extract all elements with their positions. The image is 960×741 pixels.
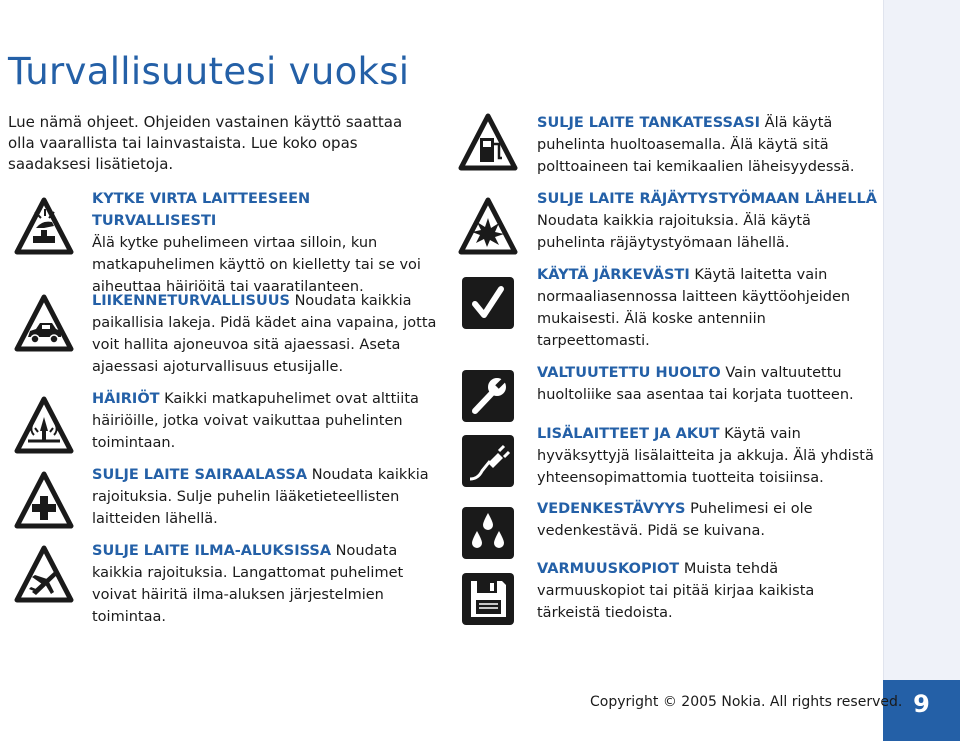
- safety-item: [92, 540, 437, 628]
- safety-item-text: Noudata kaikkia rajoituksia. Langattomat puhelimet voivat häiritä ilma-aluksen järjestelmien toimintaa.: [92, 543, 404, 625]
- safety-item-text: Käytä laitetta vain normaaliasennossa laitteen käyttöohjeiden mukaisesti. Älä koske antenniin tarpeettomasti.: [537, 267, 851, 349]
- safety-item: [537, 112, 877, 178]
- page-title: Turvallisuutesi vuoksi: [8, 50, 410, 93]
- safety-item: [92, 188, 437, 298]
- medical-cross-icon: [14, 470, 74, 532]
- safety-item-heading: HÄIRIÖT: [92, 391, 160, 407]
- safety-item-heading: KYTKE VIRTA LAITTEESEEN TURVALLISESTI: [92, 191, 311, 229]
- safety-item-heading: SULJE LAITE SAIRAALASSA: [92, 467, 308, 483]
- water-drops-icon: [460, 505, 516, 561]
- safety-item-text: Noudata kaikkia paikallisia lakeja. Pidä kädet aina vapaina, jotta voit hallita ajoneuvoa sitä ajaessasi. Aseta ajaessasi ajoturvallisuus etusijalle.: [92, 293, 437, 375]
- safety-item-text: Älä käytä puhelinta huoltoasemalla. Älä käytä sitä polttoaineen tai kemikaalien läheisyydessä.: [537, 115, 855, 175]
- safety-item-heading: SULJE LAITE ILMA-ALUKSISSA: [92, 543, 332, 559]
- safety-item-text: Älä kytke puhelimeen virtaa silloin, kun matkapuhelimen käyttö on kielletty tai se voi aiheuttaa häiriöitä tai vaaratilanteen.: [92, 235, 421, 295]
- right-sidebar-band: [883, 0, 960, 741]
- safety-item-heading: LISÄLAITTEET JA AKUT: [537, 426, 720, 442]
- car-icon: [14, 293, 74, 355]
- floppy-disk-icon: [460, 571, 516, 627]
- safety-item: [537, 362, 877, 406]
- safety-item-heading: KÄYTÄ JÄRKEVÄSTI: [537, 267, 690, 283]
- safety-item-text: Muista tehdä varmuuskopiot tai pitää kirjaa kaikista tärkeistä tiedoista.: [537, 561, 815, 621]
- safety-item-heading: VALTUUTETTU HUOLTO: [537, 365, 721, 381]
- safety-item: [537, 558, 877, 624]
- wrench-icon: [460, 368, 516, 424]
- safety-item-heading: VARMUUSKOPIOT: [537, 561, 680, 577]
- safety-item: [537, 188, 877, 254]
- plug-cable-icon: [460, 433, 516, 489]
- intro-paragraph: Lue nämä ohjeet. Ohjeiden vastainen käyttö saattaa olla vaarallista tai lainvastaista. Lue koko opas saadaksesi lisätietoja.: [8, 113, 403, 173]
- copyright-notice: Copyright © 2005 Nokia. All rights reserved.: [590, 694, 903, 710]
- safety-item: [537, 498, 877, 542]
- airplane-icon: [14, 544, 74, 606]
- safety-item-heading: SULJE LAITE TANKATESSASI: [537, 115, 761, 131]
- safety-item: [92, 388, 437, 454]
- safety-item-text: Puhelimesi ei ole vedenkestävä. Pidä se kuivana.: [537, 501, 813, 539]
- safety-item: [537, 423, 877, 489]
- fuel-pump-icon: [458, 112, 518, 174]
- safety-item: [92, 290, 437, 378]
- safety-item-text: Kaikki matkapuhelimet ovat alttiita häiriöille, jotka voivat vaikuttaa puhelinten toimintaan.: [92, 391, 419, 451]
- page-number: 9: [913, 690, 930, 718]
- safety-item: [92, 464, 437, 530]
- safety-item-text: Käytä vain hyväksyttyjä lisälaitteita ja akkuja. Älä yhdistä yhteensopimattomia tuotteita toisiinsa.: [537, 426, 874, 486]
- safety-item-text: Noudata kaikkia rajoituksia. Sulje puhelin lääketieteellisten laitteiden lähellä.: [92, 467, 429, 527]
- safety-item: [537, 264, 877, 352]
- safety-item-heading: SULJE LAITE RÄJÄYTYSTYÖMAAN LÄHELLÄ: [537, 191, 877, 207]
- interference-icon: [14, 395, 74, 457]
- safety-item-heading: VEDENKESTÄVYYS: [537, 501, 686, 517]
- checkmark-icon: [460, 275, 516, 331]
- safety-item-text: Noudata kaikkia rajoituksia. Älä käytä puhelinta räjäytystyömaan lähellä.: [537, 213, 811, 251]
- safety-item-text: Vain valtuutettu huoltoliike saa asentaa tai korjata tuotteen.: [537, 365, 854, 403]
- explosion-icon: [458, 196, 518, 258]
- switch-on-hand-icon: [14, 196, 74, 258]
- safety-item-heading: LIIKENNETURVALLISUUS: [92, 293, 290, 309]
